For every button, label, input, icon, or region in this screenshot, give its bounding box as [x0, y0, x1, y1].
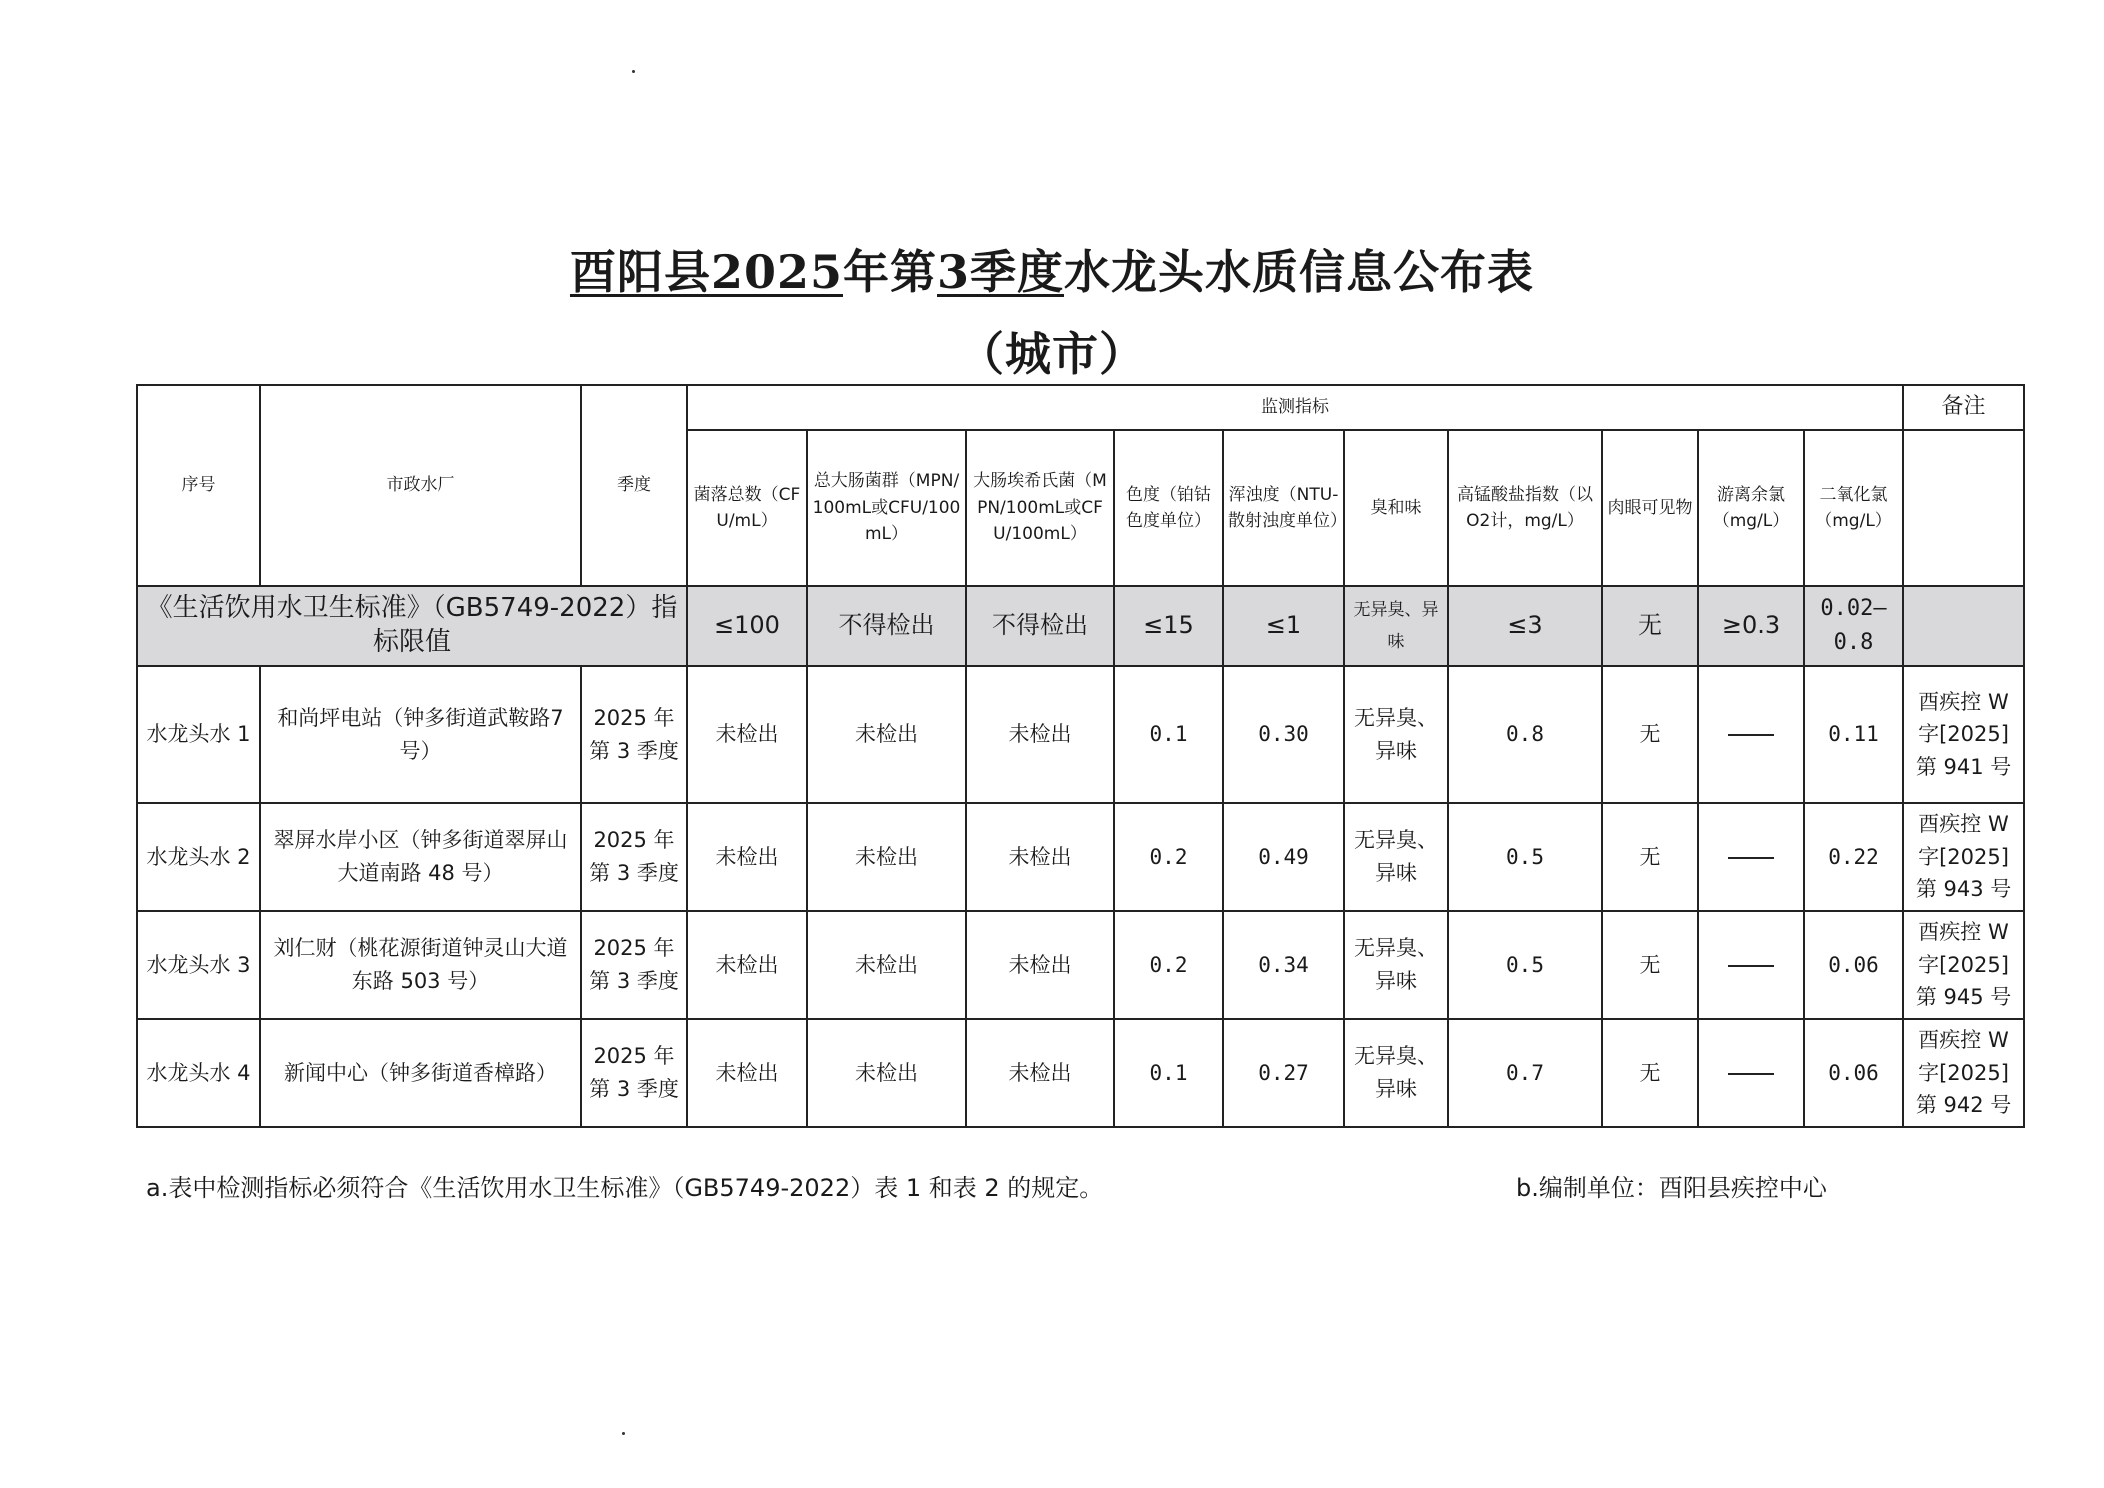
footnote-standard: a.表中检测指标必须符合《生活饮用水卫生标准》（GB5749-2022）表 1 和表 2 的规定。 — [146, 1174, 1104, 1202]
header-indicator: 二氧化氯（mg/L） — [1804, 430, 1903, 586]
standard-limit: ≤15 — [1114, 586, 1223, 666]
header-indicator: 总大肠菌群（MPN/100mL或CFU/100mL） — [807, 430, 966, 586]
row-value: 无异臭、异味 — [1344, 666, 1448, 803]
standard-limit: ≥0.3 — [1698, 586, 1804, 666]
header-remark: 备注 — [1903, 385, 2024, 430]
row-value: 0.06 — [1804, 911, 1903, 1019]
header-monitor: 监测指标 — [687, 385, 1903, 430]
standard-limit: ≤100 — [687, 586, 807, 666]
row-plant: 刘仁财（桃花源街道钟灵山大道东路 503 号） — [260, 911, 581, 1019]
row-value: 未检出 — [807, 1019, 966, 1127]
row-value: 未检出 — [687, 803, 807, 911]
title-quarter-unit: 季度 — [970, 245, 1065, 299]
header-indicator: 大肠埃希氏菌（MPN/100mL或CFU/100mL） — [966, 430, 1114, 586]
row-season: 2025 年第 3 季度 — [581, 666, 687, 803]
row-value: 未检出 — [807, 803, 966, 911]
row-value: 0.22 — [1804, 803, 1903, 911]
standard-remark-empty — [1903, 586, 2024, 666]
standard-limit: 0.02–0.8 — [1804, 586, 1903, 666]
dash-mark — [1728, 734, 1774, 736]
row-value: 0.5 — [1448, 911, 1602, 1019]
page-title — [0, 236, 2104, 302]
header-remark-empty — [1903, 430, 2024, 586]
row-season: 2025 年第 3 季度 — [581, 911, 687, 1019]
row-seq: 水龙头水 2 — [137, 803, 260, 911]
row-value-dash — [1698, 666, 1804, 803]
row-value: 0.2 — [1114, 803, 1223, 911]
row-value: 无异臭、异味 — [1344, 911, 1448, 1019]
row-remark: 酉疾控 W 字[2025]第 941 号 — [1903, 666, 2024, 803]
title-mid: 年第 — [843, 245, 937, 299]
row-value: 未检出 — [807, 666, 966, 803]
row-value: 0.34 — [1223, 911, 1344, 1019]
row-seq: 水龙头水 1 — [137, 666, 260, 803]
row-value-dash — [1698, 911, 1804, 1019]
row-value: 0.8 — [1448, 666, 1602, 803]
row-value: 未检出 — [807, 911, 966, 1019]
standard-limit: 无 — [1602, 586, 1698, 666]
table-row — [137, 911, 2024, 1019]
row-seq: 水龙头水 3 — [137, 911, 260, 1019]
row-season: 2025 年第 3 季度 — [581, 1019, 687, 1127]
row-value: 未检出 — [966, 1019, 1114, 1127]
header-indicator: 高锰酸盐指数（以O2计，mg/L） — [1448, 430, 1602, 586]
row-value: 无 — [1602, 666, 1698, 803]
row-value: 无 — [1602, 1019, 1698, 1127]
row-plant: 和尚坪电站（钟多街道武鞍路7号） — [260, 666, 581, 803]
row-remark: 酉疾控 W 字[2025]第 945 号 — [1903, 911, 2024, 1019]
row-plant: 翠屏水岸小区（钟多街道翠屏山大道南路 48 号） — [260, 803, 581, 911]
water-quality-table — [136, 384, 2025, 1128]
row-value: 0.2 — [1114, 911, 1223, 1019]
row-value-dash — [1698, 803, 1804, 911]
title-suffix: 水龙头水质信息公布表 — [1064, 245, 1535, 299]
scan-speck — [622, 1432, 625, 1435]
row-value: 0.27 — [1223, 1019, 1344, 1127]
table-row — [137, 1019, 2024, 1127]
dash-mark — [1728, 1073, 1774, 1075]
row-value: 未检出 — [687, 1019, 807, 1127]
dash-mark — [1728, 965, 1774, 967]
row-season: 2025 年第 3 季度 — [581, 803, 687, 911]
row-value: 0.5 — [1448, 803, 1602, 911]
standard-limit: 无异臭、异味 — [1344, 586, 1448, 666]
header-row-1 — [137, 385, 2024, 430]
header-indicator: 臭和味 — [1344, 430, 1448, 586]
row-seq: 水龙头水 4 — [137, 1019, 260, 1127]
table-row — [137, 803, 2024, 911]
row-value: 未检出 — [966, 911, 1114, 1019]
row-value: 未检出 — [687, 911, 807, 1019]
row-value: 0.49 — [1223, 803, 1344, 911]
row-value: 未检出 — [966, 666, 1114, 803]
row-value: 无 — [1602, 911, 1698, 1019]
standard-label: 《生活饮用水卫生标准》（GB5749-2022）指标限值 — [137, 586, 687, 666]
title-quarter: 3 — [937, 245, 971, 299]
standard-limit: 不得检出 — [966, 586, 1114, 666]
standard-row — [137, 586, 2024, 666]
row-value: 无 — [1602, 803, 1698, 911]
title-county: 酉阳县 — [569, 245, 711, 299]
row-value: 0.06 — [1804, 1019, 1903, 1127]
dash-mark — [1728, 857, 1774, 859]
footnote-compiler: b.编制单位：酉阳县疾控中心 — [1516, 1174, 1827, 1202]
header-indicator: 浑浊度（NTU-散射浊度单位） — [1223, 430, 1344, 586]
table-row — [137, 666, 2024, 803]
standard-limit: 不得检出 — [807, 586, 966, 666]
row-value: 无异臭、异味 — [1344, 803, 1448, 911]
row-plant: 新闻中心（钟多街道香樟路） — [260, 1019, 581, 1127]
header-indicator: 色度（铂钴色度单位） — [1114, 430, 1223, 586]
row-value: 无异臭、异味 — [1344, 1019, 1448, 1127]
header-indicator: 菌落总数（CFU/mL） — [687, 430, 807, 586]
row-value: 未检出 — [966, 803, 1114, 911]
page-subtitle: （城市） — [958, 327, 1146, 381]
row-value: 0.1 — [1114, 1019, 1223, 1127]
scan-speck — [632, 70, 635, 73]
header-plant: 市政水厂 — [260, 385, 581, 586]
header-indicator: 肉眼可见物 — [1602, 430, 1698, 586]
row-value: 0.1 — [1114, 666, 1223, 803]
row-value: 0.30 — [1223, 666, 1344, 803]
row-value: 0.11 — [1804, 666, 1903, 803]
standard-limit: ≤3 — [1448, 586, 1602, 666]
row-value-dash — [1698, 1019, 1804, 1127]
header-seq: 序号 — [137, 385, 260, 586]
header-indicator: 游离余氯（mg/L） — [1698, 430, 1804, 586]
row-remark: 酉疾控 W 字[2025]第 943 号 — [1903, 803, 2024, 911]
row-value: 0.7 — [1448, 1019, 1602, 1127]
standard-limit: ≤1 — [1223, 586, 1344, 666]
row-value: 未检出 — [687, 666, 807, 803]
row-remark: 酉疾控 W 字[2025]第 942 号 — [1903, 1019, 2024, 1127]
header-season: 季度 — [581, 385, 687, 586]
title-year: 2025 — [710, 245, 843, 299]
